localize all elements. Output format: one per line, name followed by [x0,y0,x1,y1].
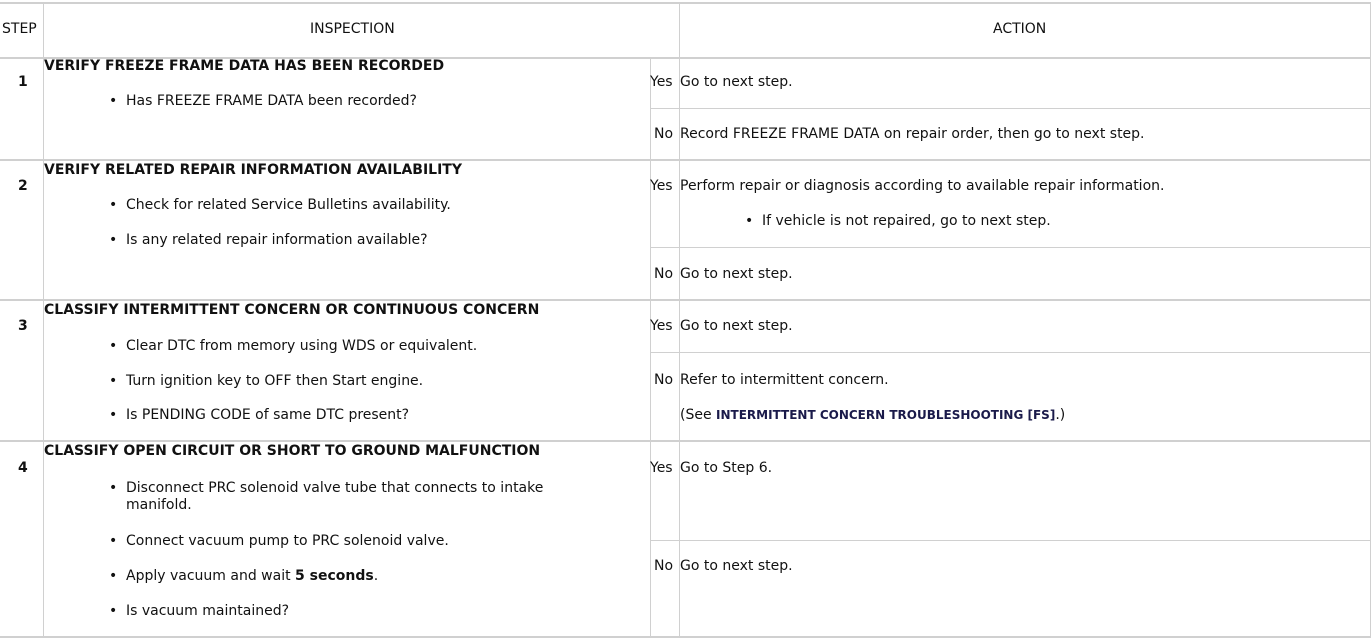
yes-label: Yes [650,74,673,90]
inspection-bullet: • Is any related repair information available? [126,232,428,248]
inspection-bullet: • Is vacuum maintained? [126,603,289,619]
inspection-bullet-cont: manifold. [126,497,192,513]
no-label: No [654,372,674,388]
inspection-bullet: • Disconnect PRC solenoid valve tube that connects to intake [126,480,543,496]
no-action: Refer to intermittent concern. [680,372,889,388]
action-bullet: • If vehicle is not repaired, go to next step. [762,213,1051,229]
see-reference [680,407,1065,423]
divider [43,2,44,638]
yes-label: Yes [650,318,673,334]
bullet-text: . [373,568,379,584]
header-inspection: INSPECTION [310,21,395,37]
inspection-bullet: • Is PENDING CODE of same DTC present? [126,407,409,423]
divider [0,2,1371,4]
troubleshooting-link[interactable]: INTERMITTENT CONCERN TROUBLESHOOTING [FS] [716,408,1056,422]
yes-action: Perform repair or diagnosis according to available repair information. [680,178,1165,194]
step-number: 4 [18,460,28,476]
yes-action: Go to next step. [680,74,793,90]
no-action: Go to next step. [680,558,793,574]
step-title: VERIFY FREEZE FRAME DATA HAS BEEN RECORDED [44,58,445,74]
yes-action: Go to Step 6. [680,460,773,476]
header-action: ACTION [993,21,1047,37]
header-step: STEP [2,21,37,37]
divider [650,352,1371,353]
step-title: VERIFY RELATED REPAIR INFORMATION AVAILABILITY [44,162,462,178]
yes-label: Yes [650,460,673,476]
no-label: No [654,126,674,142]
divider [650,540,1371,541]
bullet-emphasis: 5 seconds [295,568,374,584]
step-title: CLASSIFY INTERMITTENT CONCERN OR CONTINUOUS CONCERN [44,302,540,318]
divider [0,636,1371,638]
inspection-bullet [126,568,378,584]
inspection-bullet: • Connect vacuum pump to PRC solenoid valve. [126,533,449,549]
no-label: No [654,558,674,574]
divider [650,108,1371,109]
no-action: Go to next step. [680,266,793,282]
no-label: No [654,266,674,282]
divider [0,159,1371,161]
see-prefix: (See [680,407,717,423]
inspection-bullet: • Turn ignition key to OFF then Start engine. [126,373,423,389]
inspection-bullet: • Clear DTC from memory using WDS or equivalent. [126,338,477,354]
yes-action: Go to next step. [680,318,793,334]
step-number: 2 [18,178,28,194]
no-action: Record FREEZE FRAME DATA on repair order, then go to next step. [680,126,1145,142]
divider [0,299,1371,301]
step-title: CLASSIFY OPEN CIRCUIT OR SHORT TO GROUND MALFUNCTION [44,443,541,459]
inspection-bullet: • Check for related Service Bulletins availability. [126,197,451,213]
inspection-bullet: • Has FREEZE FRAME DATA been recorded? [126,93,417,109]
divider [650,57,651,638]
step-number: 3 [18,318,28,334]
divider [0,440,1371,442]
step-number: 1 [18,74,28,90]
bullet-text: Apply vacuum and wait [126,568,296,584]
yes-label: Yes [650,178,673,194]
see-suffix: .) [1055,407,1066,423]
divider [650,247,1371,248]
